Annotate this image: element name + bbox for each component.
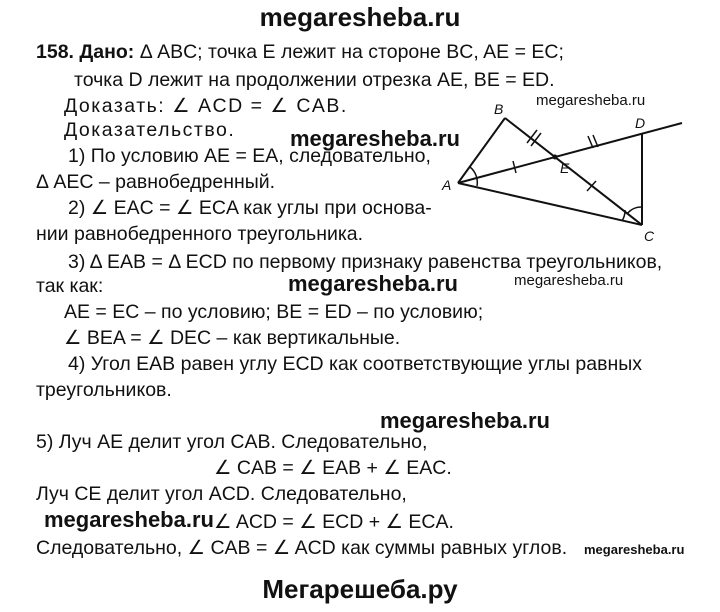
step-4a: 4) Угол EAB равен углу ECD как соответствующие углы равных [68,353,643,375]
step-3b: так как: [36,275,104,297]
watermark-bottom: Мегарешеба.ру [262,574,458,604]
ray-ad [458,123,682,183]
angle-mark-c2 [627,207,642,214]
label-d: D [635,115,646,131]
step-3a: 3) Δ EAB = Δ ECD по первому признаку равенства треугольников, [68,251,663,273]
step-1b: Δ AEC – равнобедренный. [36,171,276,193]
watermark-mid-4: megaresheba.ru [44,507,214,532]
tick-ed-1 [588,136,593,148]
step-3d: ∠ BEA = ∠ DEC – как вертикальные. [64,327,401,349]
label-c: C [644,228,655,244]
step-5a: 5) Луч AE делит угол CAB. Следовательно, [36,431,428,453]
watermark-mid-2: megaresheba.ru [288,271,458,296]
step-3c: AE = EC – по условию; BE = ED – по условию; [64,301,484,323]
given-line-1 [36,40,564,64]
triangle-figure [430,100,720,250]
step-5c: Луч CE делит угол ACD. Следовательно, [36,483,407,505]
watermark-diagram: megaresheba.ru [536,92,646,109]
step-2a: 2) ∠ EAC = ∠ ECA как углы при основа- [68,197,432,219]
problem-number: 158. [36,41,74,63]
angle-mark-a [470,167,477,186]
given-text-1: Δ ABC; точка E лежит на стороне BC, AE = EC; [139,41,564,63]
label-a: A [442,177,452,193]
watermark-small-3: megaresheba.ru [584,542,685,557]
proof-title: Доказательство. [64,119,236,141]
watermark-small-2: megaresheba.ru [514,272,624,289]
step-5b: ∠ CAB = ∠ EAB + ∠ EAC. [214,457,452,479]
step-5e: Следовательно, ∠ CAB = ∠ ACD как суммы равных углов. [36,537,568,559]
step-2b: нии равнобедренного треугольника. [36,223,364,245]
prove-statement: Доказать: ∠ ACD = ∠ CAB. [64,95,348,117]
watermark-mid-1: megaresheba.ru [290,126,460,151]
step-1a: 1) По условию AE = EA, следовательно, [68,145,431,167]
label-b: B [494,101,504,117]
step-5d: ∠ ACD = ∠ ECD + ∠ ECA. [214,511,454,533]
given-line-2: точка D лежит на продолжении отрезка AE, BE = ED. [74,69,555,91]
step-4b: треугольников. [36,379,172,401]
given-label: Дано: [79,41,135,63]
point-e [553,155,558,160]
watermark-mid-3: megaresheba.ru [380,408,550,433]
label-e: E [560,160,570,176]
watermark-top: megaresheba.ru [259,2,461,32]
